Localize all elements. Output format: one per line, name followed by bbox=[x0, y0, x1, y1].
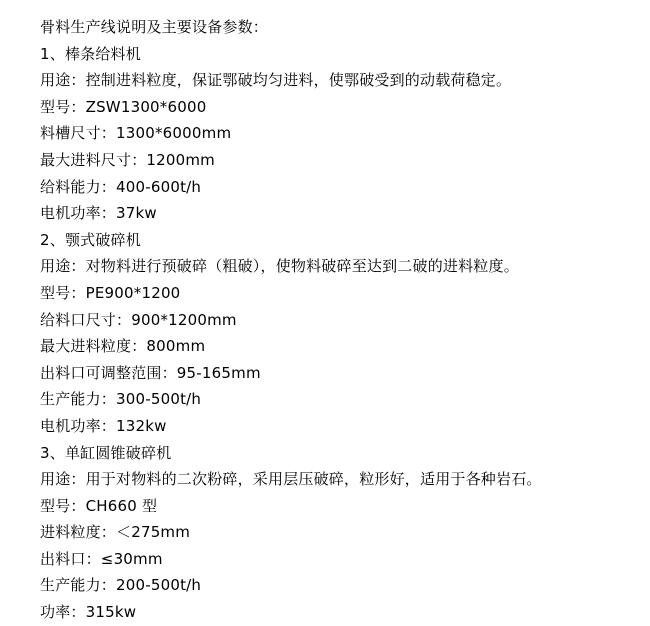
cone-discharge-opening: 出料口：≤30mm bbox=[40, 549, 163, 568]
feeder-capacity: 给料能力：400-600t/h bbox=[40, 177, 202, 196]
section-heading-feeder: 1、棒条给料机 bbox=[40, 44, 141, 63]
cone-model: 型号：CH660 型 bbox=[40, 496, 158, 515]
feeder-purpose: 用途：控制进料粒度，保证鄂破均匀进料，使鄂破受到的动载荷稳定。 bbox=[40, 71, 512, 90]
section-heading-jaw-crusher: 2、颚式破碎机 bbox=[40, 230, 141, 249]
jaw-model: 型号：PE900*1200 bbox=[40, 283, 181, 302]
jaw-capacity: 生产能力：300-500t/h bbox=[40, 390, 202, 409]
cone-feed-size: 进料粒度：＜275mm bbox=[40, 523, 191, 542]
cone-capacity: 生产能力：200-500t/h bbox=[40, 576, 202, 595]
cone-power: 功率：315kw bbox=[40, 603, 137, 622]
feeder-motor-power: 电机功率：37kw bbox=[40, 204, 157, 223]
jaw-purpose: 用途：对物料进行预破碎（粗破），使物料破碎至达到二破的进料粒度。 bbox=[40, 257, 519, 276]
feeder-max-feed-size: 最大进料尺寸：1200mm bbox=[40, 150, 215, 169]
document-title: 骨料生产线说明及主要设备参数： bbox=[40, 18, 269, 36]
feeder-model: 型号：ZSW1300*6000 bbox=[40, 97, 207, 116]
jaw-discharge-range: 出料口可调整范围：95-165mm bbox=[40, 363, 261, 382]
jaw-motor-power: 电机功率：132kw bbox=[40, 416, 167, 435]
feeder-trough-size: 料槽尺寸：1300*6000mm bbox=[40, 124, 232, 143]
jaw-max-feed-size: 最大进料粒度：800mm bbox=[40, 337, 206, 356]
section-heading-cone-crusher: 3、单缸圆锥破碎机 bbox=[40, 443, 172, 462]
cone-purpose: 用途：用于对物料的二次粉碎，采用层压破碎，粒形好，适用于各种岩石。 bbox=[40, 470, 542, 489]
jaw-feed-opening: 给料口尺寸：900*1200mm bbox=[40, 310, 237, 329]
